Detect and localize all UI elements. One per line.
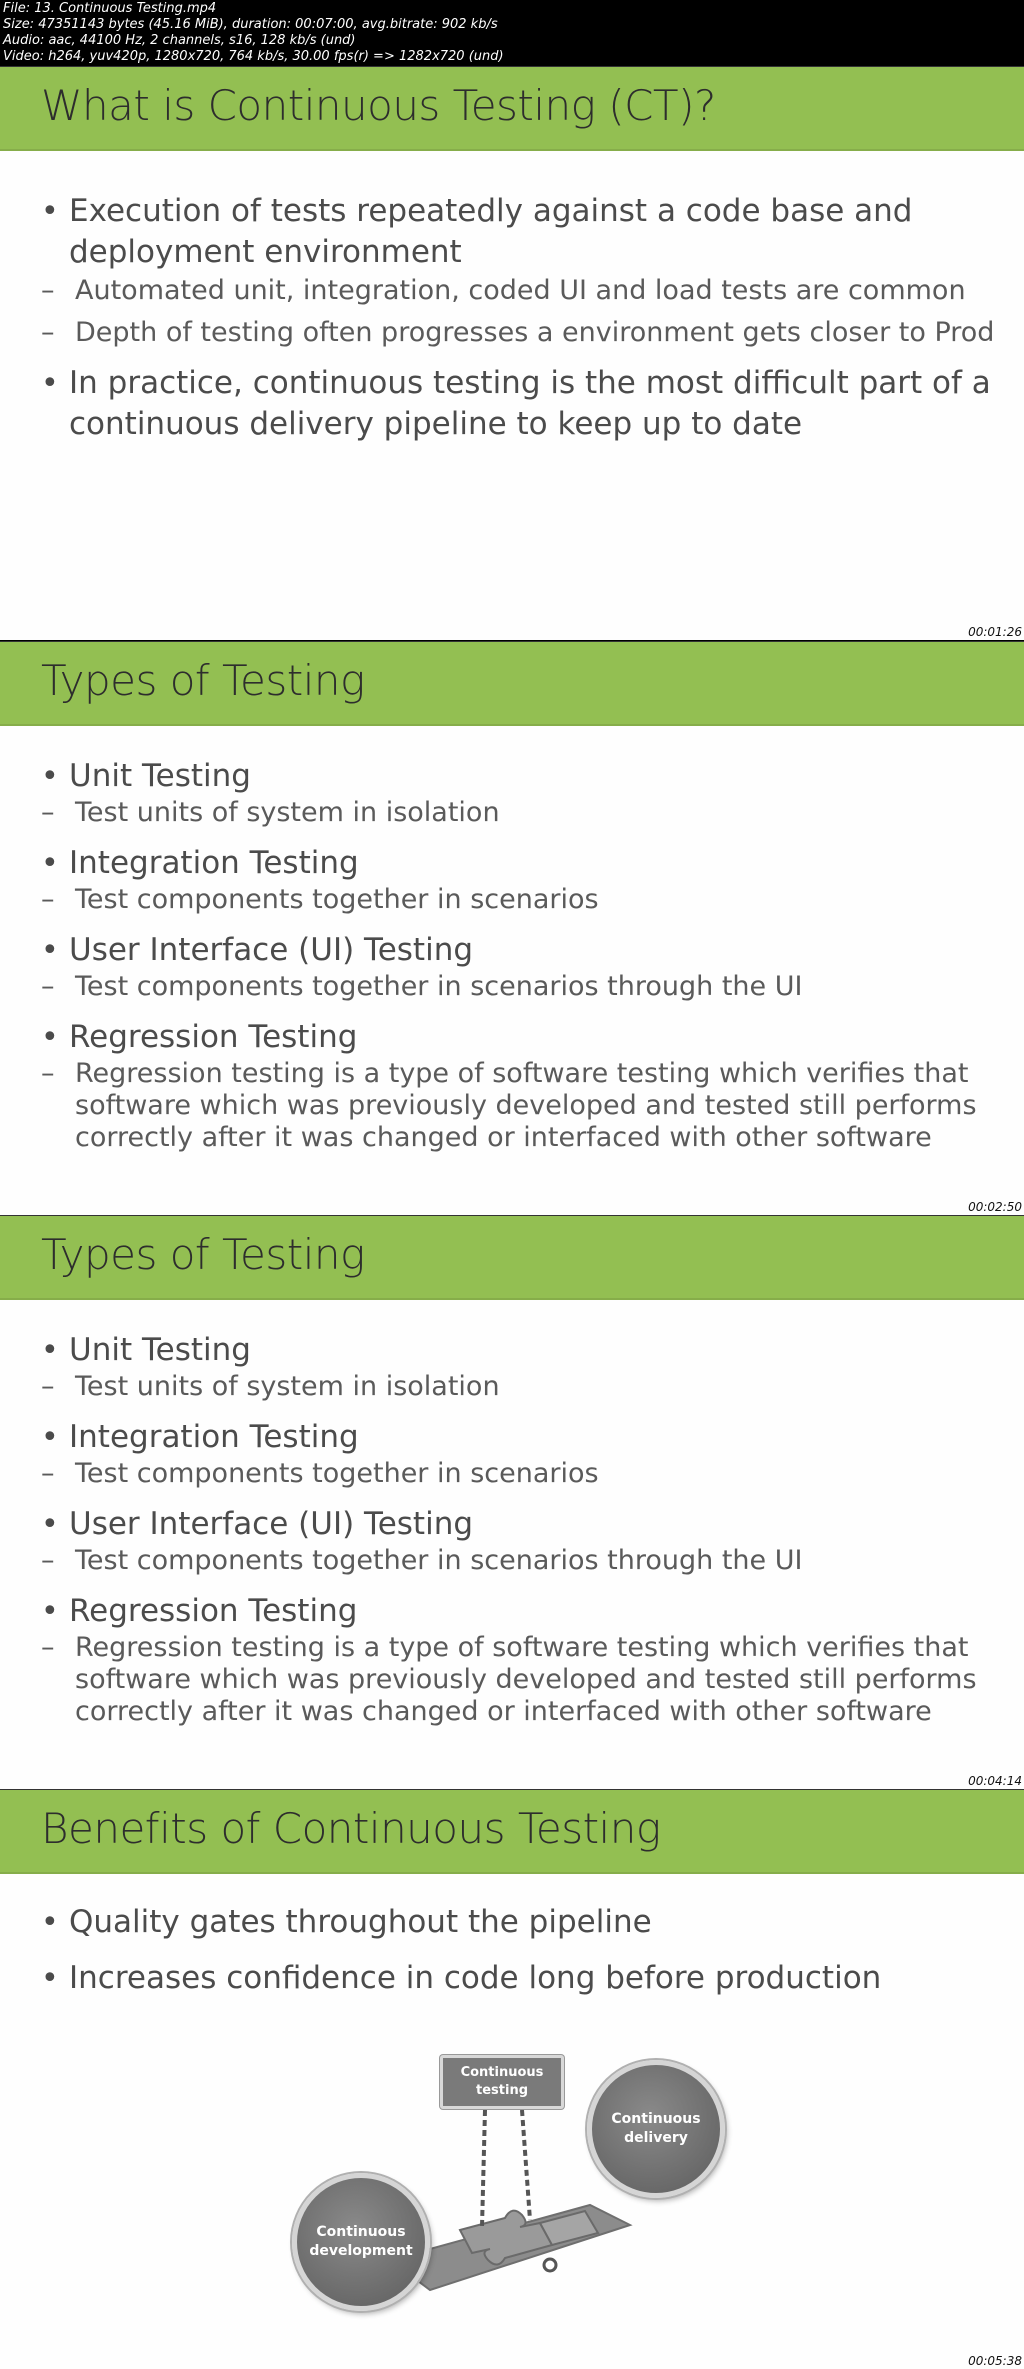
sub-bullet-text: Test units of system in isolation [75, 1371, 500, 1402]
info-size-line: Size: 47351143 bytes (45.16 MiB), duration: 00:07:00, avg.bitrate: 902 kb/s [3, 17, 498, 32]
video-frame-3 [0, 1215, 1024, 1789]
slide-title: Types of Testing [41, 1230, 365, 1279]
bullet-list [41, 191, 1001, 445]
sub-bullet-item [13, 884, 1001, 916]
sub-bullet-item [13, 275, 1001, 307]
diagram-label: testing [476, 2083, 528, 2098]
continuous-development-circle [292, 2173, 430, 2311]
diagram-label: Continuous [611, 2111, 701, 2127]
bullet-item [41, 843, 1001, 884]
video-frame-1 [0, 66, 1024, 640]
dash-marker: – [41, 275, 55, 306]
bullet-text: Increases confidence in code long before production [69, 1960, 882, 1996]
sub-bullet-text: Test components together in scenarios through the UI [75, 971, 803, 1002]
continuous-pipeline-diagram [290, 2055, 740, 2355]
dash-marker: – [41, 971, 55, 1002]
sub-bullet-item [13, 1371, 1001, 1403]
bullet-item [41, 1902, 1001, 1943]
info-file-line: File: 13. Continuous Testing.mp4 [3, 1, 217, 16]
continuous-delivery-circle [587, 2060, 725, 2198]
bullet-item [41, 1017, 1001, 1058]
bullet-text: Unit Testing [69, 758, 251, 794]
bullet-item [41, 363, 1001, 445]
diagram-label: delivery [624, 2130, 688, 2146]
diagram-label: Continuous [460, 2065, 544, 2080]
frame-timestamp: 00:05:38 [968, 2354, 1022, 2368]
slide-title-bar [0, 67, 1024, 151]
sub-bullet-text: correctly after it was changed or interfaced with other software [75, 1696, 932, 1727]
sub-bullet-text: Depth of testing often progresses a environment gets closer to Prod [75, 317, 995, 348]
chain-right [522, 2110, 530, 2220]
bullet-text: Integration Testing [69, 1419, 359, 1455]
sub-bullet-text: software which was previously developed and tested still performs [75, 1664, 977, 1695]
sub-bullet-item [13, 797, 1001, 829]
chain-link [544, 2259, 556, 2271]
bullet-text: Regression Testing [69, 1593, 358, 1629]
frame-timestamp: 00:02:50 [968, 1200, 1022, 1214]
dash-marker: – [41, 1632, 55, 1663]
sub-bullet-item [13, 1632, 1001, 1728]
info-video-line: Video: h264, yuv420p, 1280x720, 764 kb/s, 30.00 fps(r) => 1282x720 (und) [3, 49, 504, 64]
sub-bullet-text: Test units of system in isolation [75, 797, 500, 828]
bullet-item [41, 191, 1001, 273]
video-frame-4 [0, 1789, 1024, 2369]
frame-timestamp: 00:04:14 [968, 1774, 1022, 1788]
sub-bullet-item [13, 1058, 1001, 1154]
bullet-item [41, 1417, 1001, 1458]
dash-marker: – [41, 1058, 55, 1089]
bullet-text: Regression Testing [69, 1019, 358, 1055]
sub-bullet-text: Regression testing is a type of software testing which verifies that [75, 1058, 969, 1089]
slide-title-bar [0, 1790, 1024, 1874]
dash-marker: – [41, 1458, 55, 1489]
dash-marker: – [41, 884, 55, 915]
info-audio-line: Audio: aac, 44100 Hz, 2 channels, s16, 128 kb/s (und) [3, 33, 356, 48]
bullet-item [41, 1958, 1001, 1999]
sub-bullet-text: Regression testing is a type of software testing which verifies that [75, 1632, 969, 1663]
frame-timestamp: 00:01:26 [968, 625, 1022, 639]
sub-bullet-item [13, 971, 1001, 1003]
bullet-list [41, 1902, 1001, 1999]
bullet-text: Integration Testing [69, 845, 359, 881]
sub-bullet-text: Automated unit, integration, coded UI and load tests are common [75, 275, 966, 306]
sub-bullet-text: Test components together in scenarios [75, 1458, 599, 1489]
slide-title: Benefits of Continuous Testing [41, 1804, 661, 1853]
slide-title: What is Continuous Testing (CT)? [41, 81, 716, 130]
sub-bullet-text: correctly after it was changed or interfaced with other software [75, 1122, 932, 1153]
sub-bullet-item [13, 1458, 1001, 1490]
bullet-list [41, 756, 1001, 1154]
diagram-label: development [309, 2243, 413, 2259]
bullet-item [41, 1330, 1001, 1371]
chain-left [482, 2110, 485, 2227]
sub-bullet-item [13, 317, 1001, 349]
bullet-text: deployment environment [69, 234, 462, 270]
slide-title-bar [0, 642, 1024, 726]
sub-bullet-text: Test components together in scenarios [75, 884, 599, 915]
bullet-item [41, 1591, 1001, 1632]
bullet-text: Unit Testing [69, 1332, 251, 1368]
slide-title: Types of Testing [41, 656, 365, 705]
bullet-item [41, 1504, 1001, 1545]
diagram-label: Continuous [316, 2224, 406, 2240]
slide-title-bar [0, 1216, 1024, 1300]
bullet-text: • Execution of tests repeatedly against a code base and [69, 193, 913, 229]
dash-marker: – [41, 797, 55, 828]
video-frame-2 [0, 641, 1024, 1215]
video-info-header [0, 0, 1024, 66]
dash-marker: – [41, 317, 55, 348]
bullet-text: User Interface (UI) Testing [69, 1506, 474, 1542]
bullet-item [41, 930, 1001, 971]
bullet-text: User Interface (UI) Testing [69, 932, 474, 968]
bullet-text: continuous delivery pipeline to keep up to date [69, 406, 803, 442]
dash-marker: – [41, 1371, 55, 1402]
bullet-item [41, 756, 1001, 797]
sub-bullet-text: software which was previously developed and tested still performs [75, 1090, 977, 1121]
continuous-testing-box [440, 2055, 564, 2109]
bullet-text: • In practice, continuous testing is the most difficult part of a [69, 365, 991, 401]
sub-bullet-text: Test components together in scenarios through the UI [75, 1545, 803, 1576]
sub-bullet-item [13, 1545, 1001, 1577]
bullet-text: Quality gates throughout the pipeline [69, 1904, 652, 1940]
dash-marker: – [41, 1545, 55, 1576]
bullet-list [41, 1330, 1001, 1728]
